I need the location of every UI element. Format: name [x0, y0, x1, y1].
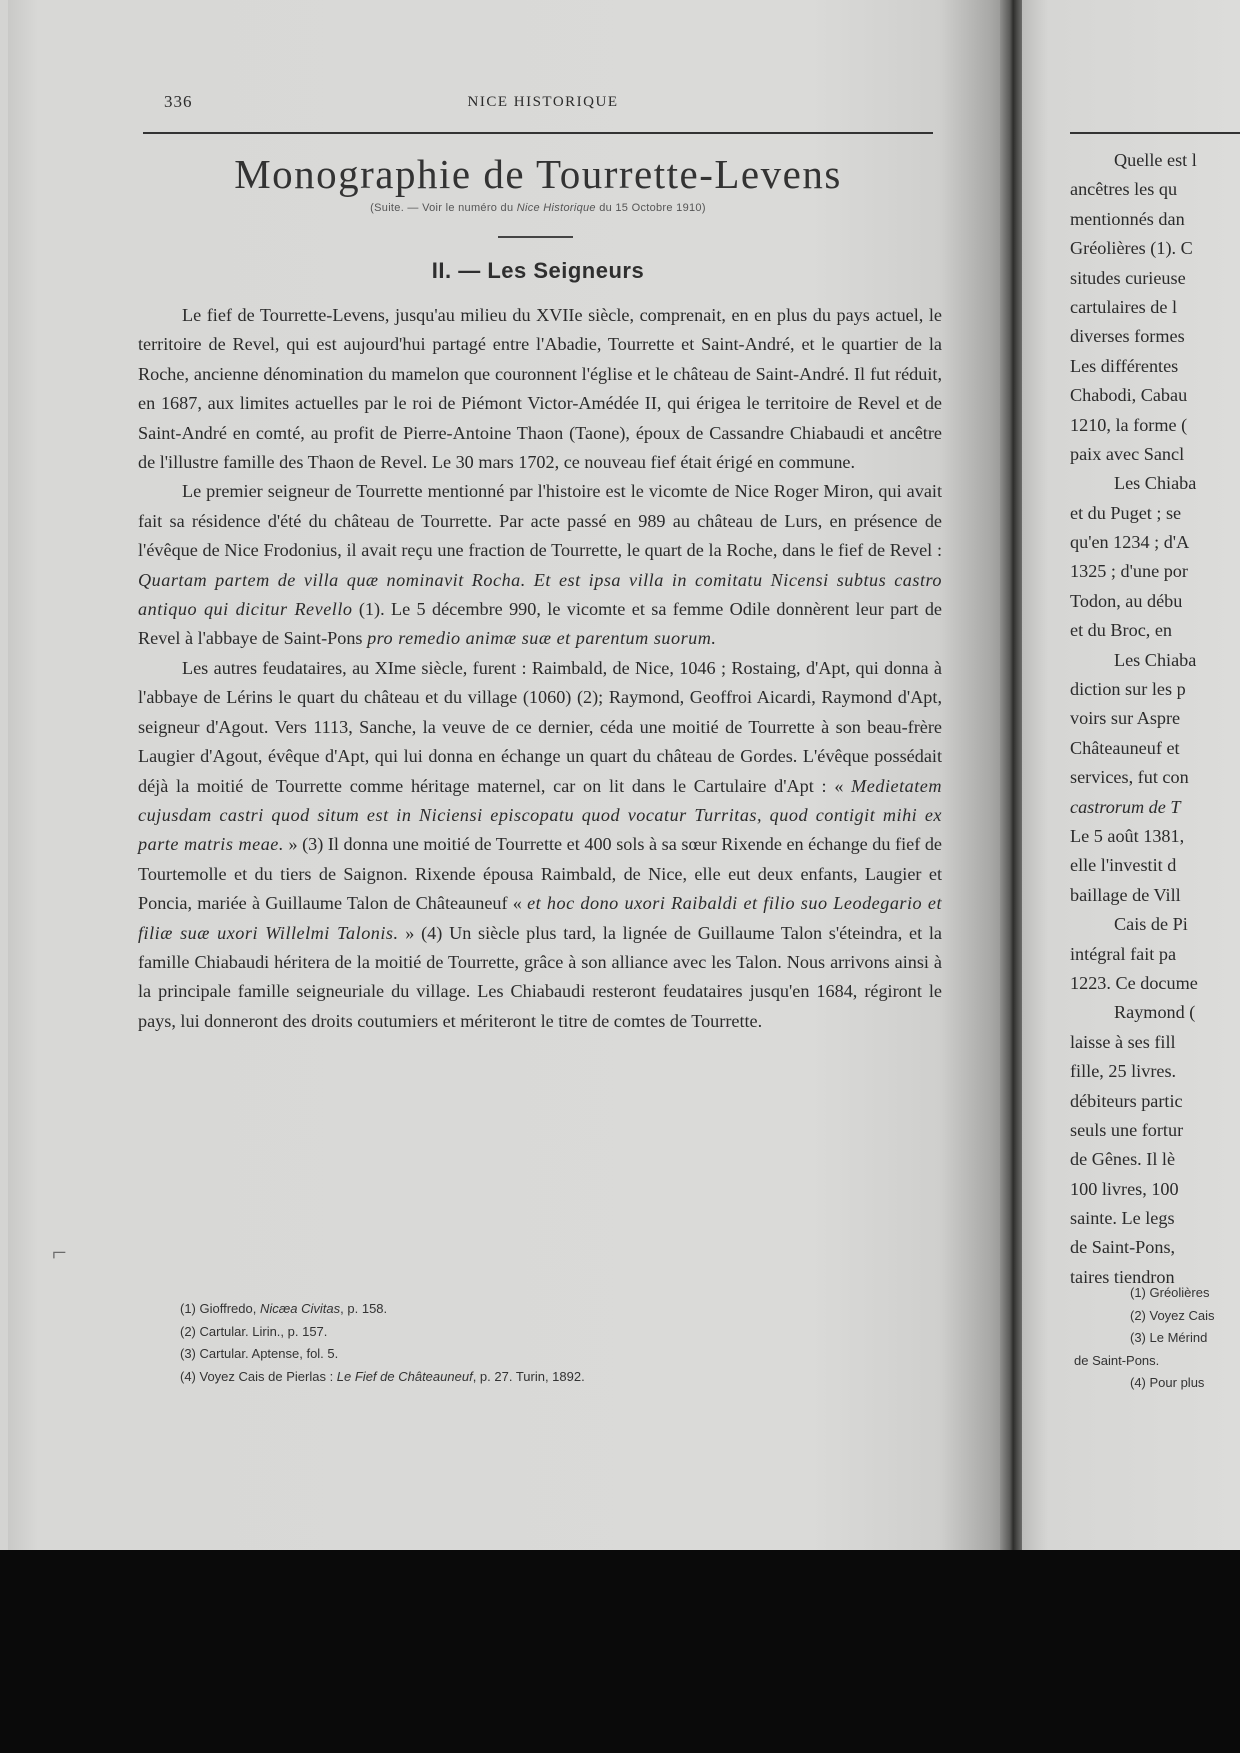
right-page-line: situdes curieuse: [1070, 267, 1186, 288]
right-page-line: Quelle est l: [1114, 150, 1197, 170]
right-page-footnote: (1) Gréolières: [1130, 1285, 1210, 1300]
running-header: [138, 92, 948, 116]
subtitle-suffix: du 15 Octobre 1910): [595, 202, 706, 214]
right-page-line: Todon, au débu: [1070, 590, 1183, 611]
right-page-line: fille, 25 livres.: [1070, 1061, 1177, 1082]
right-page-line: 100 livres, 100: [1070, 1178, 1179, 1199]
left-page: [8, 0, 1010, 1550]
right-page-footnote: de Saint-Pons.: [1074, 1352, 1160, 1368]
right-page-line: services, fut con: [1070, 767, 1189, 788]
right-page-line: débiteurs partic: [1070, 1090, 1183, 1111]
right-page-line: elle l'investit d: [1070, 855, 1177, 876]
right-page: [1022, 0, 1240, 1550]
right-page-line: de Gênes. Il lè: [1070, 1149, 1176, 1170]
right-page-line: de Saint-Pons,: [1070, 1237, 1176, 1258]
running-title: NICE HISTORIQUE: [467, 94, 619, 110]
right-page-line: Le 5 août 1381,: [1070, 825, 1185, 846]
right-page-line: laisse à ses fill: [1070, 1031, 1176, 1052]
subtitle-journal: Nice Historique: [516, 202, 596, 214]
right-page-text: [1070, 146, 1240, 1292]
right-page-line: castrorum de T: [1070, 796, 1181, 817]
p2-text-a: Le premier seigneur de Tourrette mentionné par l'histoire est le vicomte de Nice Roger Miron, qui avait fait sa résidence d'été du château de Tourrette. Par acte passé en 989 au château de Lurs, en présence de l'évêque de Nice Frodonius, il avait reçu une fraction de Tourrette, le quart de la Roche, dans le fief de Revel :: [138, 481, 942, 561]
right-page-line: 1210, la forme (: [1070, 414, 1188, 435]
right-page-footnote: (3) Le Mérind: [1130, 1330, 1208, 1345]
footnote-2: (2) Cartular. Lirin., p. 157.: [180, 1323, 328, 1339]
right-page-line: Châteauneuf et: [1070, 737, 1180, 758]
right-page-line: taires tiendron: [1070, 1266, 1175, 1287]
footnote-1-title: Nicæa Civitas: [259, 1301, 341, 1316]
right-header-rule: [1070, 132, 1240, 134]
right-page-line: Gréolières (1). C: [1070, 238, 1193, 259]
book-gutter: [1000, 0, 1022, 1550]
footnote-4-page: , p. 27. Turin, 1892.: [472, 1368, 585, 1384]
p3-text-b: » (3) Il donna une moitié de Tourrette et 400 sols à sa sœur Rixende en échange du fief de Tourtemolle et du tiers de Saignon. Rixende épousa Raimbald, de Nice, elle eut deux enfants, Laugier et Poncia, mariée à Guillaume Talon de Châteauneuf «: [138, 834, 942, 914]
right-page-line: 1325 ; d'une por: [1070, 561, 1188, 582]
subtitle-prefix: (Suite. — Voir le numéro du: [370, 202, 517, 214]
right-page-line: Raymond (: [1114, 1002, 1196, 1023]
right-page-line: et du Broc, en: [1070, 620, 1173, 641]
section-heading: II. — Les Seigneurs: [431, 258, 645, 283]
footnote-1: [180, 1298, 940, 1321]
p2-latin-quote-2: pro remedio animæ suæ et parentum suorum.: [367, 628, 717, 649]
article-body: [138, 301, 942, 1036]
right-page-line: Les Chiaba: [1114, 649, 1197, 670]
footnote-1-page: , p. 158.: [340, 1301, 388, 1316]
footnote-4-title: Le Fief de Châteauneuf: [336, 1368, 473, 1384]
right-page-footnote: (4) Pour plus: [1130, 1375, 1205, 1390]
right-page-line: intégral fait pa: [1070, 943, 1177, 964]
right-page-line: et du Puget ; se: [1070, 502, 1182, 523]
right-page-line: Chabodi, Cabau: [1070, 385, 1188, 406]
article-title: Monographie de Tourrette-Levens: [234, 151, 842, 197]
right-page-line: 1223. Ce docume: [1070, 972, 1198, 993]
right-page-line: ancêtres les qu: [1070, 179, 1178, 200]
right-page-line: baillage de Vill: [1070, 884, 1181, 905]
right-page-line: Cais de Pi: [1114, 914, 1188, 935]
paragraph-2: [138, 477, 942, 653]
right-page-line: seuls une fortur: [1070, 1119, 1184, 1140]
footnote-1-text: (1) Gioffredo,: [180, 1301, 260, 1316]
article-subtitle: [143, 202, 933, 214]
header-rule: [143, 132, 933, 134]
right-page-line: voirs sur Aspre: [1070, 708, 1181, 729]
p3-latin-quote: Medietatem cujusdam castri quod situm est in Niciensi episcopatu quod vocatur Turritas, quod contigit mihi ex parte matris meae.: [138, 775, 942, 855]
footnote-4: [180, 1366, 940, 1389]
page-number: 336: [164, 92, 193, 111]
title-divider: [498, 236, 573, 238]
p3-text-c: » (4) Un siècle plus tard, la lignée de Guillaume Talon s'éteindra, et la famille Chiabaudi héritera de la moitié de Tourrette, grâce à son alliance avec les Talon. Nous arrivons ainsi à la principale famille seigneuriale du village. Les Chiabaudi resteront feudataires jusqu'en 1684, régiront le pays, lui donneront des droits coutumiers et mériteront le titre de comtes de Tourrette.: [138, 922, 942, 1031]
p3-latin-quote-2: et hoc dono uxori Raibaldi et filio suo Leodegario et filiæ suæ uxori Willelmi Talonis.: [138, 893, 942, 943]
right-page-line: sainte. Le legs: [1070, 1208, 1175, 1229]
p3-text-a: Les autres feudataires, au XIme siècle, furent : Raimbald, de Nice, 1046 ; Rostaing, d'Apt, qui donna à l'abbaye de Lérins le quart du château et du village (1060) (2); Raymond, Geoffroi Aicardi, Raymond d'Apt, seigneur d'Agout. Vers 1113, Sanche, la veuve de ce dernier, céda une moitié de Tourrette à son beau-frère Laugier d'Agout, évêque d'Apt, qui lui donna en échange un quart du château de Gordes. L'évêque possédait déjà la moitié de Tourrette comme héritage maternel, car on lit dans le Cartulaire d'Apt : «: [138, 657, 942, 796]
right-page-line: mentionnés dan: [1070, 208, 1185, 229]
p2-text-b: (1). Le 5 décembre 990, le vicomte et sa femme Odile donnèrent leur part de Revel à l'abbaye de Saint-Pons: [138, 599, 943, 649]
right-page-line: Les différentes: [1070, 355, 1179, 376]
right-page-line: diverses formes: [1070, 326, 1185, 347]
footnote-4-text: (4) Voyez Cais de Pierlas :: [180, 1368, 337, 1384]
paragraph-1: Le fief de Tourrette-Levens, jusqu'au milieu du XVIIe siècle, comprenait, en en plus du pays actuel, le territoire de Revel, qui est aujourd'hui partagé entre l'Abadie, Tourrette et Saint-André, et le quartier de la Roche, ancienne dénomination du mamelon que couronnent l'église et le château de Saint-André. Il fut réduit, en 1687, aux limites actuelles par le roi de Piémont Victor-Amédée II, qui érigea le territoire de Revel et de Saint-André en comté, au profit de Pierre-Antoine Thaon (Taone), époux de Cassandre Chiabaudi et ancêtre de l'illustre famille des Thaon de Revel. Le 30 mars 1702, ce nouveau fief était érigé en commune.: [138, 305, 942, 473]
p2-latin-quote: Quartam partem de villa quæ nominavit Rocha. Et est ipsa villa in comitatu Nicensi subtus castro antiquo qui dicitur Revello: [138, 569, 942, 620]
footnotes: [180, 1298, 940, 1388]
right-page-line: Les Chiaba: [1114, 473, 1197, 494]
margin-pencil-mark: ⌐: [52, 1238, 67, 1267]
right-page-footnotes: [1074, 1282, 1240, 1395]
right-page-footnote: (2) Voyez Cais: [1130, 1307, 1215, 1323]
paragraph-3: [138, 654, 942, 1036]
right-page-line: cartulaires de l: [1070, 296, 1178, 317]
right-page-line: qu'en 1234 ; d'A: [1070, 532, 1190, 553]
right-page-line: paix avec Sancl: [1070, 443, 1185, 464]
footnote-3: (3) Cartular. Aptense, fol. 5.: [180, 1346, 339, 1361]
right-page-line: diction sur les p: [1070, 679, 1186, 700]
